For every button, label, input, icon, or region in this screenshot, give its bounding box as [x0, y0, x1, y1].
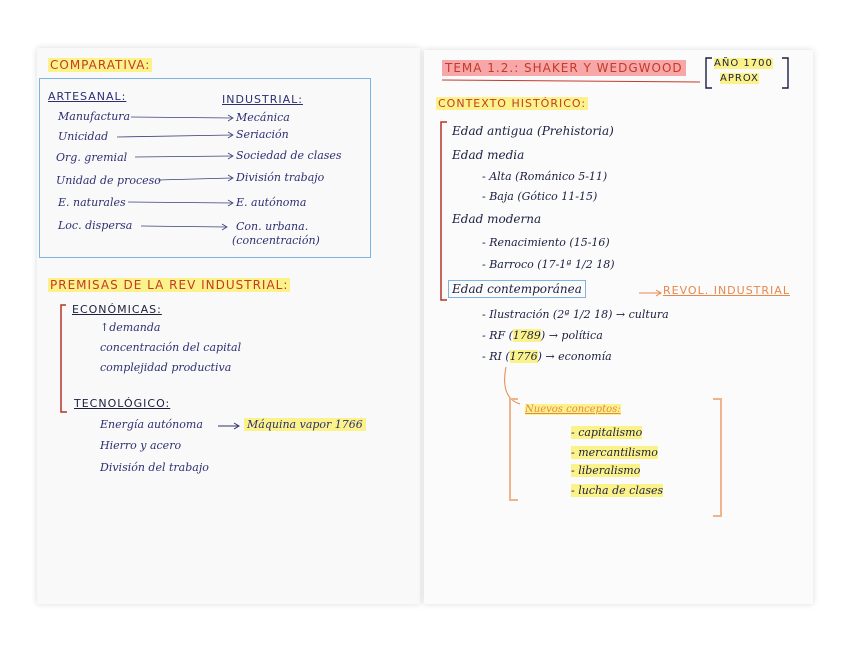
concepto-4: - lucha de clases — [571, 484, 664, 497]
contexto-bracket — [441, 122, 447, 300]
tema-underline — [442, 80, 700, 82]
renacimiento: - Renacimiento (15-16) — [482, 236, 610, 249]
row-left-5: E. naturales — [58, 196, 126, 209]
row-left-3: Org. gremial — [56, 151, 128, 164]
row-right-1: Mecánica — [236, 111, 290, 124]
economicas-item-2: concentración del capital — [100, 341, 242, 354]
ano-line-2: APROX — [720, 73, 759, 84]
industrial-header: INDUSTRIAL: — [222, 93, 303, 106]
row-right-4: División trabajo — [236, 171, 325, 184]
ano-bracket-left — [706, 58, 712, 88]
barroco: - Barroco (17-1ª 1/2 18) — [482, 258, 615, 271]
alta: - Alta (Románico 5-11) — [482, 170, 608, 183]
edad-antigua: Edad antigua (Prehistoria) — [452, 124, 614, 138]
row-right-5: E. autónoma — [236, 196, 307, 209]
revol-industrial: REVOL. INDUSTRIAL — [663, 284, 790, 297]
comparativa-title: COMPARATIVA: — [50, 58, 151, 72]
rf-suffix: ) → política — [540, 329, 603, 342]
premisas-title: PREMISAS DE LA REV INDUSTRIAL: — [50, 278, 289, 292]
baja: - Baja (Gótico 11-15) — [482, 190, 598, 203]
economicas-item-1: ↑demanda — [100, 321, 161, 334]
row-left-6: Loc. dispersa — [58, 219, 133, 232]
row-right-3: Sociedad de clases — [236, 149, 342, 162]
ri-prefix: - RI ( — [482, 350, 510, 363]
ilustracion: - Ilustración (2ª 1/2 18) → cultura — [482, 308, 669, 321]
concepto-2: - mercantilismo — [571, 446, 658, 459]
economicas-item-3: complejidad productiva — [100, 361, 232, 374]
row-left-4: Unidad de proceso — [56, 174, 161, 187]
ano-bracket-right — [782, 58, 788, 88]
premisas-bracket — [61, 305, 67, 412]
row-right-2: Seriación — [236, 128, 289, 141]
conceptos-bracket-left — [510, 399, 518, 500]
ri-suffix: ) → economía — [537, 350, 612, 363]
concepto-1: - capitalismo — [571, 426, 643, 439]
edad-contemporanea: Edad contemporánea — [448, 280, 586, 298]
row-left-2: Unicidad — [58, 130, 109, 143]
tecnologico-title: TECNOLÓGICO: — [74, 397, 171, 410]
conceptos-bracket-right — [713, 399, 721, 516]
concentracion-note: (concentración) — [232, 234, 320, 247]
maquina-vapor: Máquina vapor 1766 — [244, 418, 366, 431]
ri-year: 1776 — [509, 350, 538, 363]
ano-line-1: AÑO 1700 — [714, 58, 773, 69]
tecnologico-item-3: División del trabajo — [100, 461, 209, 474]
contexto-title: CONTEXTO HISTÓRICO: — [438, 97, 587, 110]
economicas-title: ECONÓMICAS: — [72, 303, 162, 316]
tema-title: TEMA 1.2.: SHAKER Y WEDGWOOD — [442, 60, 686, 76]
nuevos-conceptos: Nuevos conceptos: — [525, 404, 621, 415]
concepto-3: - liberalismo — [571, 464, 641, 477]
row-right-6: Con. urbana. — [236, 220, 309, 233]
comparison-arrows — [117, 115, 233, 230]
artesanal-header: ARTESANAL: — [48, 90, 127, 103]
edad-moderna: Edad moderna — [452, 212, 542, 226]
tecnologico-item-1: Energía autónoma — [100, 418, 203, 431]
rf-year: 1789 — [512, 329, 541, 342]
rf-prefix: - RF ( — [482, 329, 513, 342]
tecnologico-item-2: Hierro y acero — [100, 439, 182, 452]
edad-media: Edad media — [452, 148, 525, 162]
row-left-1: Manufactura — [58, 110, 131, 123]
